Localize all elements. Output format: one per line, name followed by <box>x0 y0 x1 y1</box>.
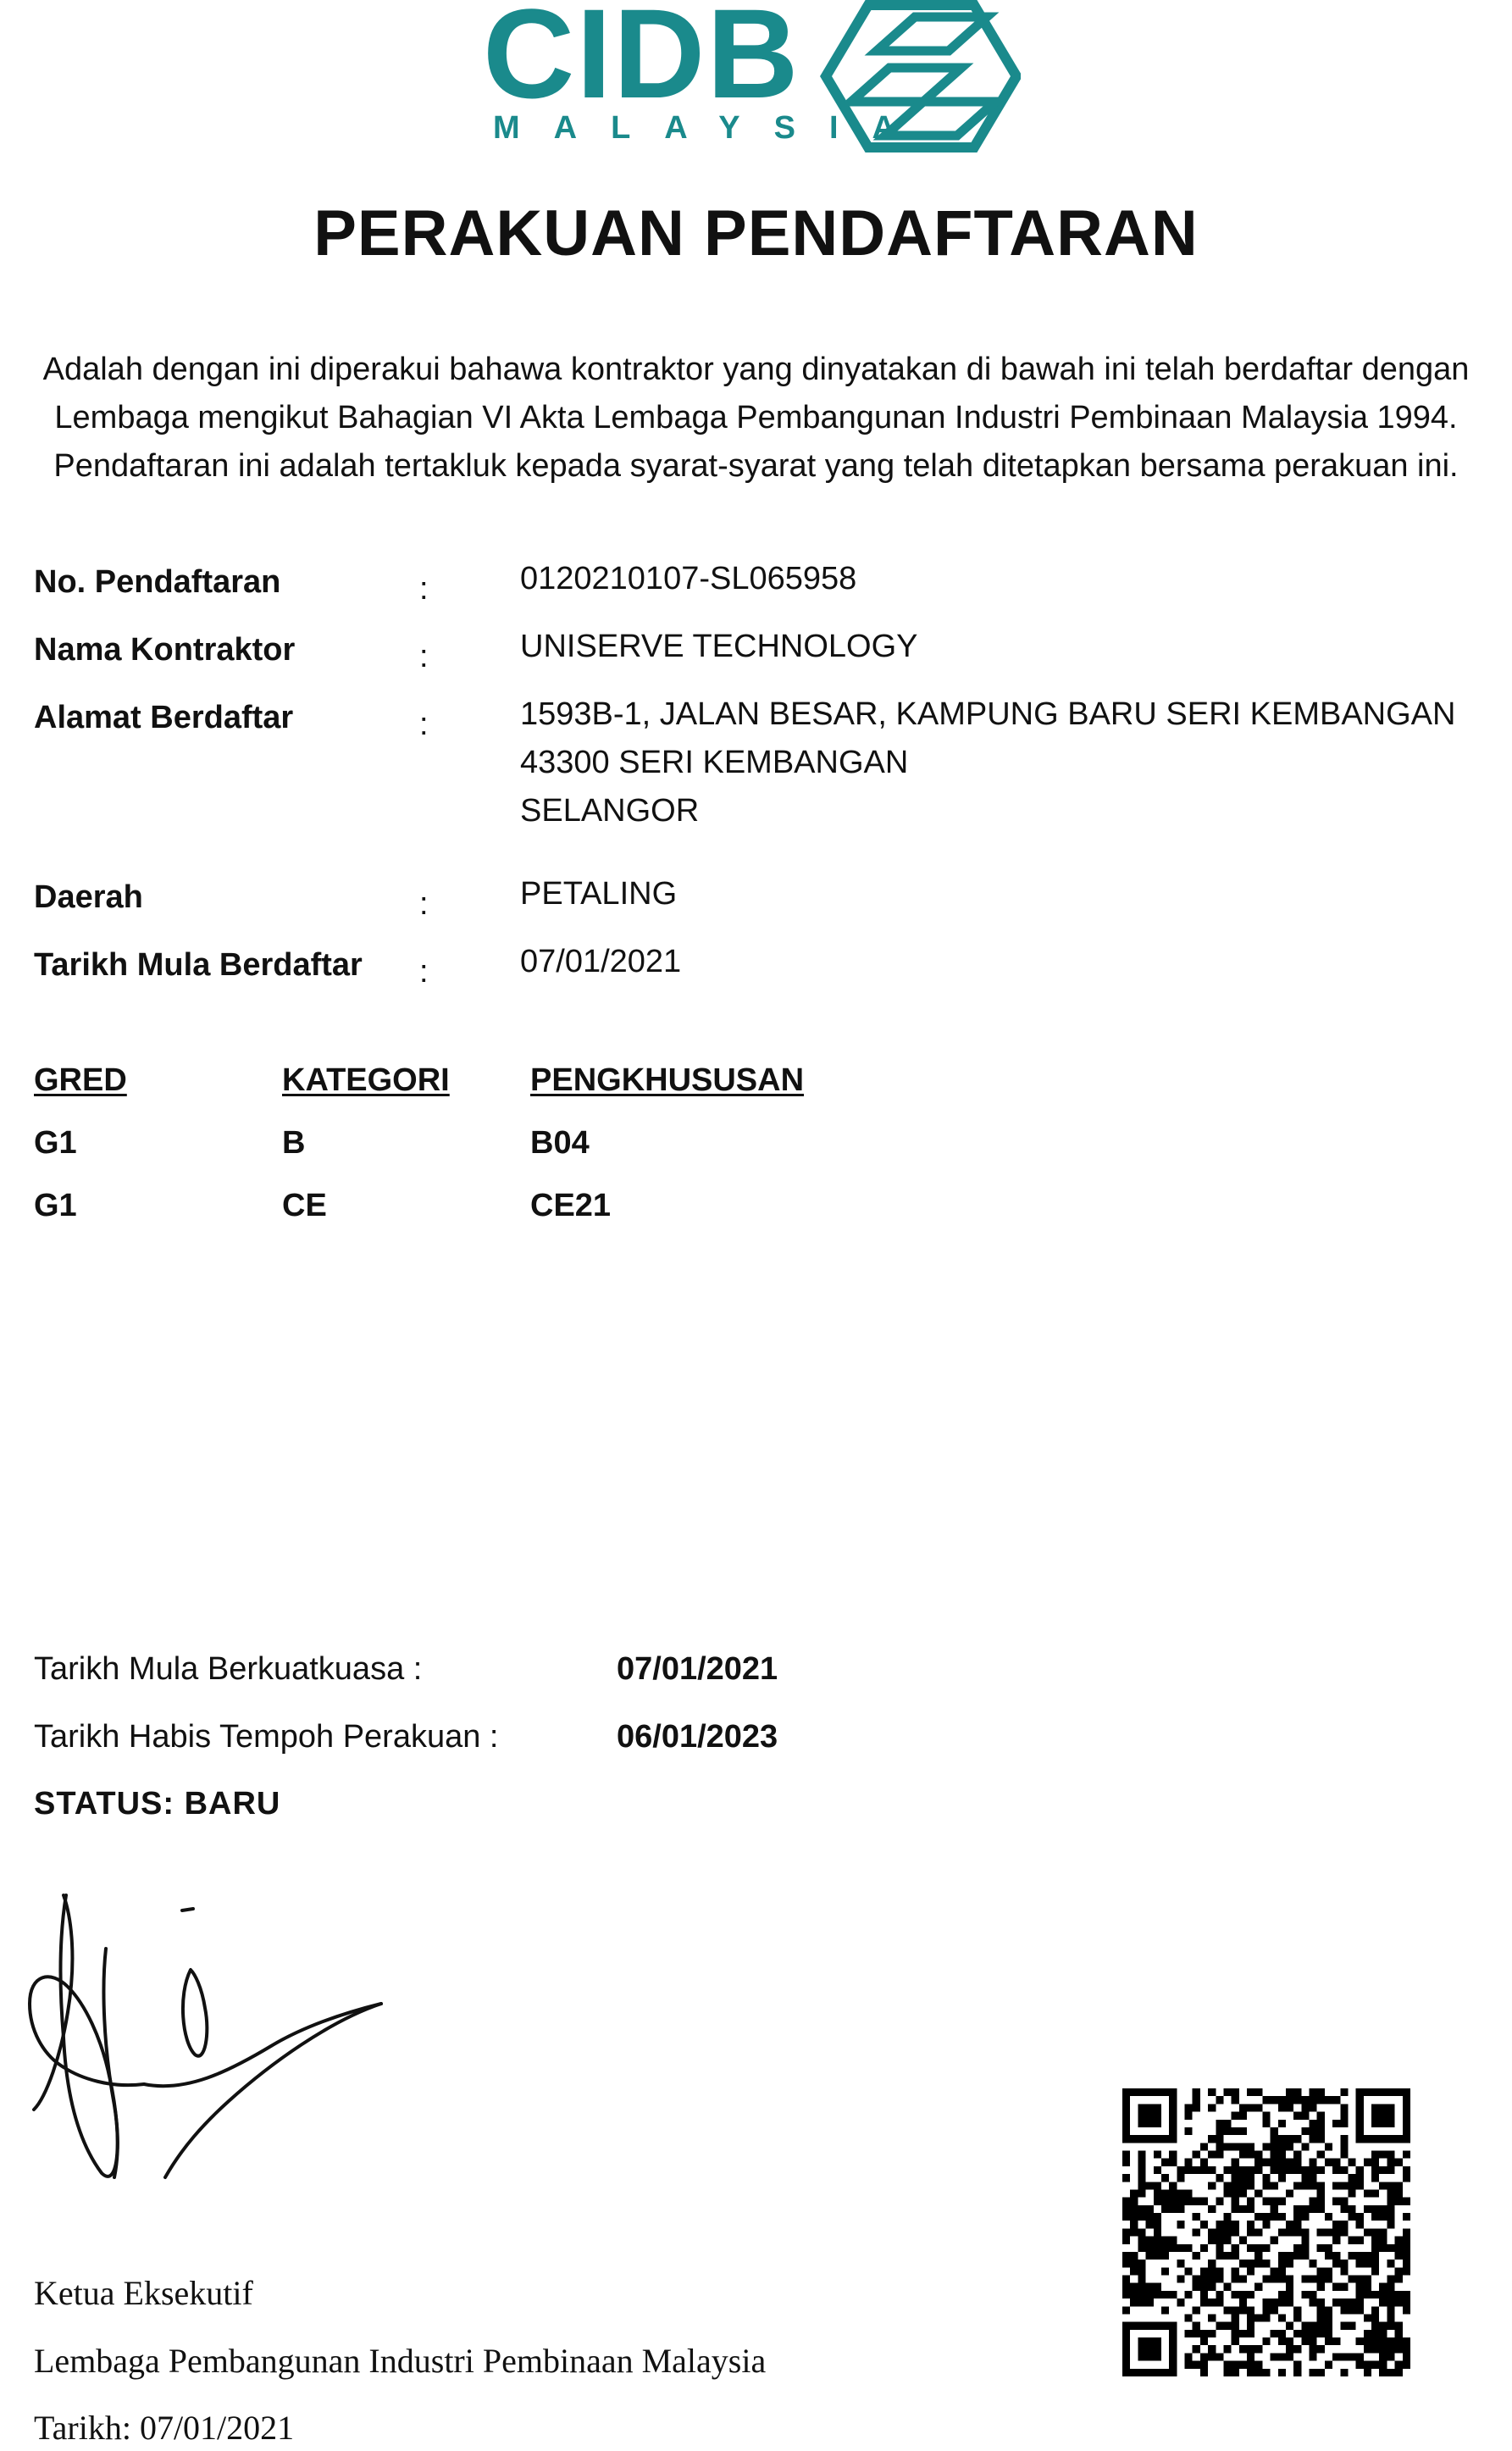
alamat-label: Alamat Berdaftar <box>34 700 294 735</box>
row-kategori: B <box>282 1125 306 1161</box>
header-pengkhususan: PENGKHUSUSAN <box>530 1062 805 1098</box>
signatory-title: Ketua Eksekutif <box>34 2274 253 2312</box>
intro-line: Adalah dengan ini diperakui bahawa kontraktor yang dinyatakan di bawah ini telah berdaftar dengan <box>42 352 1470 387</box>
alamat-line: SELANGOR <box>520 793 700 829</box>
cidb-logo <box>483 0 1025 157</box>
header-gred: GRED <box>34 1062 127 1098</box>
tarikh-mula-berkuatkuasa-value: 07/01/2021 <box>617 1651 778 1687</box>
no-pendaftaran-value: 0120210107-SL065958 <box>520 561 857 596</box>
certificate-title: PERAKUAN PENDAFTARAN <box>313 197 1199 269</box>
intro-line: Lembaga mengikut Bahagian VI Akta Lembaga Pembangunan Industri Pembinaan Malaysia 1994. <box>54 400 1458 435</box>
tarikh-mula-berdaftar-value: 07/01/2021 <box>520 944 682 979</box>
header-kategori: KATEGORI <box>282 1062 450 1098</box>
signatory-organisation: Lembaga Pembangunan Industri Pembinaan Malaysia <box>34 2342 767 2380</box>
tarikh-mula-berkuatkuasa-label: Tarikh Mula Berkuatkuasa : <box>34 1651 423 1687</box>
signatory-date: Tarikh: 07/01/2021 <box>34 2409 295 2447</box>
logo-sub-text: MALAYSIA <box>493 110 929 146</box>
daerah-value: PETALING <box>520 876 678 912</box>
tarikh-habis-tempoh-value: 06/01/2023 <box>617 1719 778 1755</box>
field-colon: : <box>419 571 429 607</box>
no-pendaftaran-label: No. Pendaftaran <box>34 564 281 600</box>
daerah-label: Daerah <box>34 879 143 915</box>
row-gred: G1 <box>34 1125 77 1161</box>
alamat-value <box>520 690 1455 835</box>
field-colon: : <box>419 886 429 922</box>
field-colon: : <box>419 954 429 990</box>
signature <box>17 1885 390 2207</box>
field-colon: : <box>419 639 429 674</box>
alamat-line: 1593B-1, JALAN BESAR, KAMPUNG BARU SERI KEMBANGAN <box>520 696 1456 732</box>
tarikh-mula-berdaftar-label: Tarikh Mula Berdaftar <box>34 947 363 983</box>
row-pengkhususan: CE21 <box>530 1188 612 1223</box>
nama-kontraktor-value: UNISERVE TECHNOLOGY <box>520 629 918 664</box>
logo-main-text: CIDB <box>483 0 800 125</box>
intro-paragraph <box>34 346 1478 491</box>
intro-line: Pendaftaran ini adalah tertakluk kepada syarat-syarat yang telah ditetapkan bersama perakuan ini. <box>53 448 1459 484</box>
row-pengkhususan: B04 <box>530 1125 590 1161</box>
nama-kontraktor-label: Nama Kontraktor <box>34 632 296 668</box>
logo-hexagon-icon <box>817 0 1021 152</box>
qr-code-icon <box>1122 2088 1410 2376</box>
tarikh-habis-tempoh-label: Tarikh Habis Tempoh Perakuan : <box>34 1719 499 1755</box>
row-gred: G1 <box>34 1188 77 1223</box>
row-kategori: CE <box>282 1188 327 1223</box>
status-text: STATUS: BARU <box>34 1786 281 1822</box>
alamat-line: 43300 SERI KEMBANGAN <box>520 745 909 780</box>
field-colon: : <box>419 707 429 742</box>
